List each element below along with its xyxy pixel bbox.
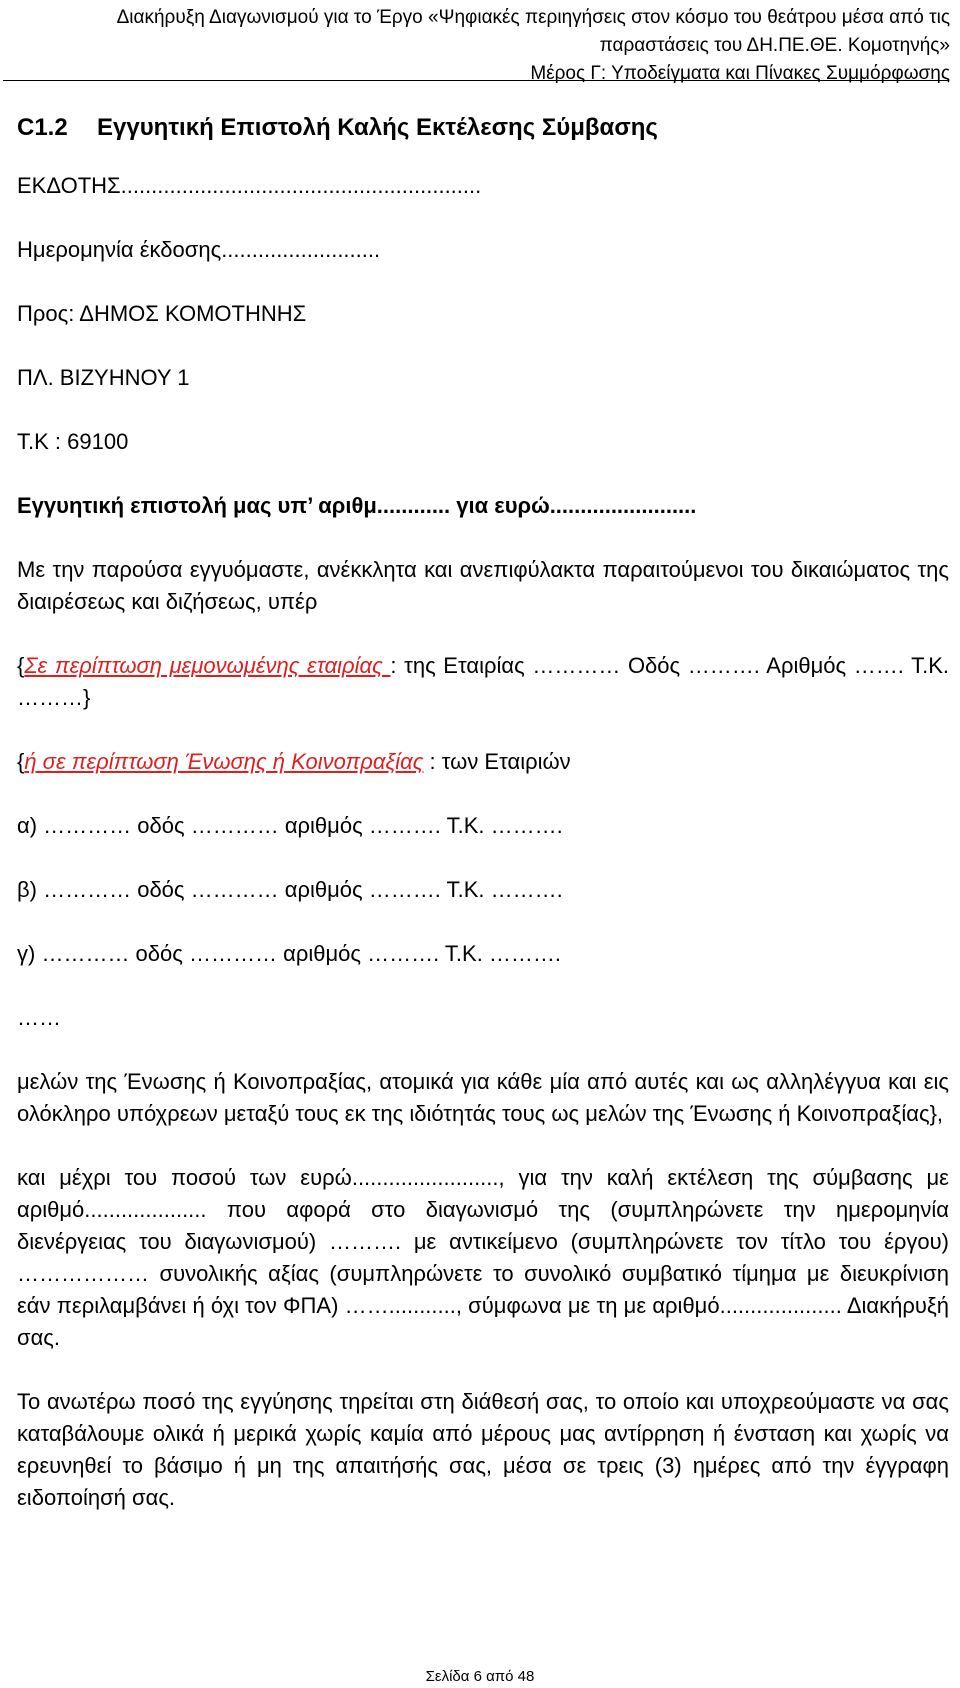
brace-open: { (17, 749, 25, 774)
issuer-field: ΕΚΔΟΤΗΣ........................................................... (17, 173, 482, 198)
postal-code-field: Τ.Κ : 69100 (17, 429, 129, 454)
members-clause-paragraph: μελών της Ένωσης ή Κοινοπραξίας, ατομικά για κάθε μία από αυτές και ως αλληλέγγυα και εις ολόκληρο υπόχρεων μεταξύ τους εκ της ιδιότητάς τους ως μελών της Ένωσης ή Κοινοπραξίας}, (17, 1069, 949, 1126)
consortium-clause (17, 746, 949, 778)
header-divider (3, 80, 949, 81)
issue-date-field: Ημερομηνία έκδοσης.......................... (17, 237, 381, 262)
header-line-3: Μέρος Γ: Υποδείγματα και Πίνακες Συμμόρφωσης (530, 63, 950, 84)
amount-paragraph: και μέχρι του ποσού των ευρώ........................, για την καλή εκτέλεση της σύμβασης με αριθμό.................... που αφορά στο διαγωνισμό της (συμπληρώνετε την ημερομηνία διενέργειας του διαγωνισμού) ………. με αντικείμενο (συμπληρώνετε τον τίτλο του έργου) ……………… συνολικής αξίας (συμπληρώνετε το συνολικό συμβατικό τίμημα με διευκρίνιση εάν περιλαμβάνει ή όχι τον ΦΠΑ) ……..........., σύμφωνα με τη με αριθμό.................... Διακήρυξή σας. (17, 1165, 949, 1350)
section-title: Εγγυητική Επιστολή Καλής Εκτέλεσης Σύμβασης (97, 114, 658, 141)
member-line-b: β) ………… οδός ………… αριθμός ………. Τ.Κ. ………. (17, 877, 563, 902)
section-heading (17, 112, 949, 144)
brace-open: { (17, 653, 25, 678)
header-line-2: παραστάσεις του ΔΗ.ΠΕ.ΘΕ. Κομοτηνής» (599, 35, 950, 56)
member-line-more: …… (17, 1005, 61, 1030)
section-number: C1.2 (17, 114, 68, 141)
header-line-1: Διακήρυξη Διαγωνισμού για το Έργο «Ψηφιακές περιηγήσεις στον κόσμο του θεάτρου μέσα από τις (116, 7, 950, 28)
page-footer: Σελίδα 6 από 48 (425, 1668, 535, 1685)
guarantee-reference: Εγγυητική επιστολή μας υπ’ αριθμ............ για ευρώ........................ (17, 493, 697, 518)
page-header (20, 4, 950, 88)
consortium-label: ή σε περίπτωση Ένωσης ή Κοινοπραξίας (24, 749, 424, 774)
intro-paragraph: Με την παρούσα εγγυόμαστε, ανέκκλητα και ανεπιφύλακτα παραιτούμενοι του δικαιώματος της διαιρέσεως και διζήσεως, υπέρ (17, 557, 949, 614)
single-company-text: : της Εταιρίας ………… Οδός ………. Αριθμός ……. Τ.Κ. ………} (17, 653, 949, 710)
consortium-text: : των Εταιριών (423, 749, 571, 774)
single-company-clause (17, 650, 949, 714)
document-body (17, 112, 949, 1546)
obligation-paragraph: Το ανωτέρω ποσό της εγγύησης τηρείται στη διάθεσή σας, το οποίο και υποχρεούμαστε να σας καταβάλουμε ολικά ή μερικά χωρίς καμία από μέρους μας αντίρρηση ή ένσταση και χωρίς να ερευνηθεί το βάσιμο ή μη της απαιτήσής σας, μέσα σε τρεις (3) ημέρες από την έγγραφη ειδοποίησή σας. (17, 1389, 949, 1510)
address-field: ΠΛ. ΒΙΖΥΗΝΟΥ 1 (17, 365, 190, 390)
member-line-a: α) ………… οδός ………… αριθμός ………. Τ.Κ. ………. (17, 813, 563, 838)
recipient-field: Προς: ΔΗΜΟΣ ΚΟΜΟΤΗΝΗΣ (17, 301, 307, 326)
single-company-label: Σε περίπτωση μεμονωμένης εταιρίας (24, 653, 391, 678)
member-line-c: γ) ………… οδός ………… αριθμός ………. Τ.Κ. ………. (17, 941, 562, 966)
